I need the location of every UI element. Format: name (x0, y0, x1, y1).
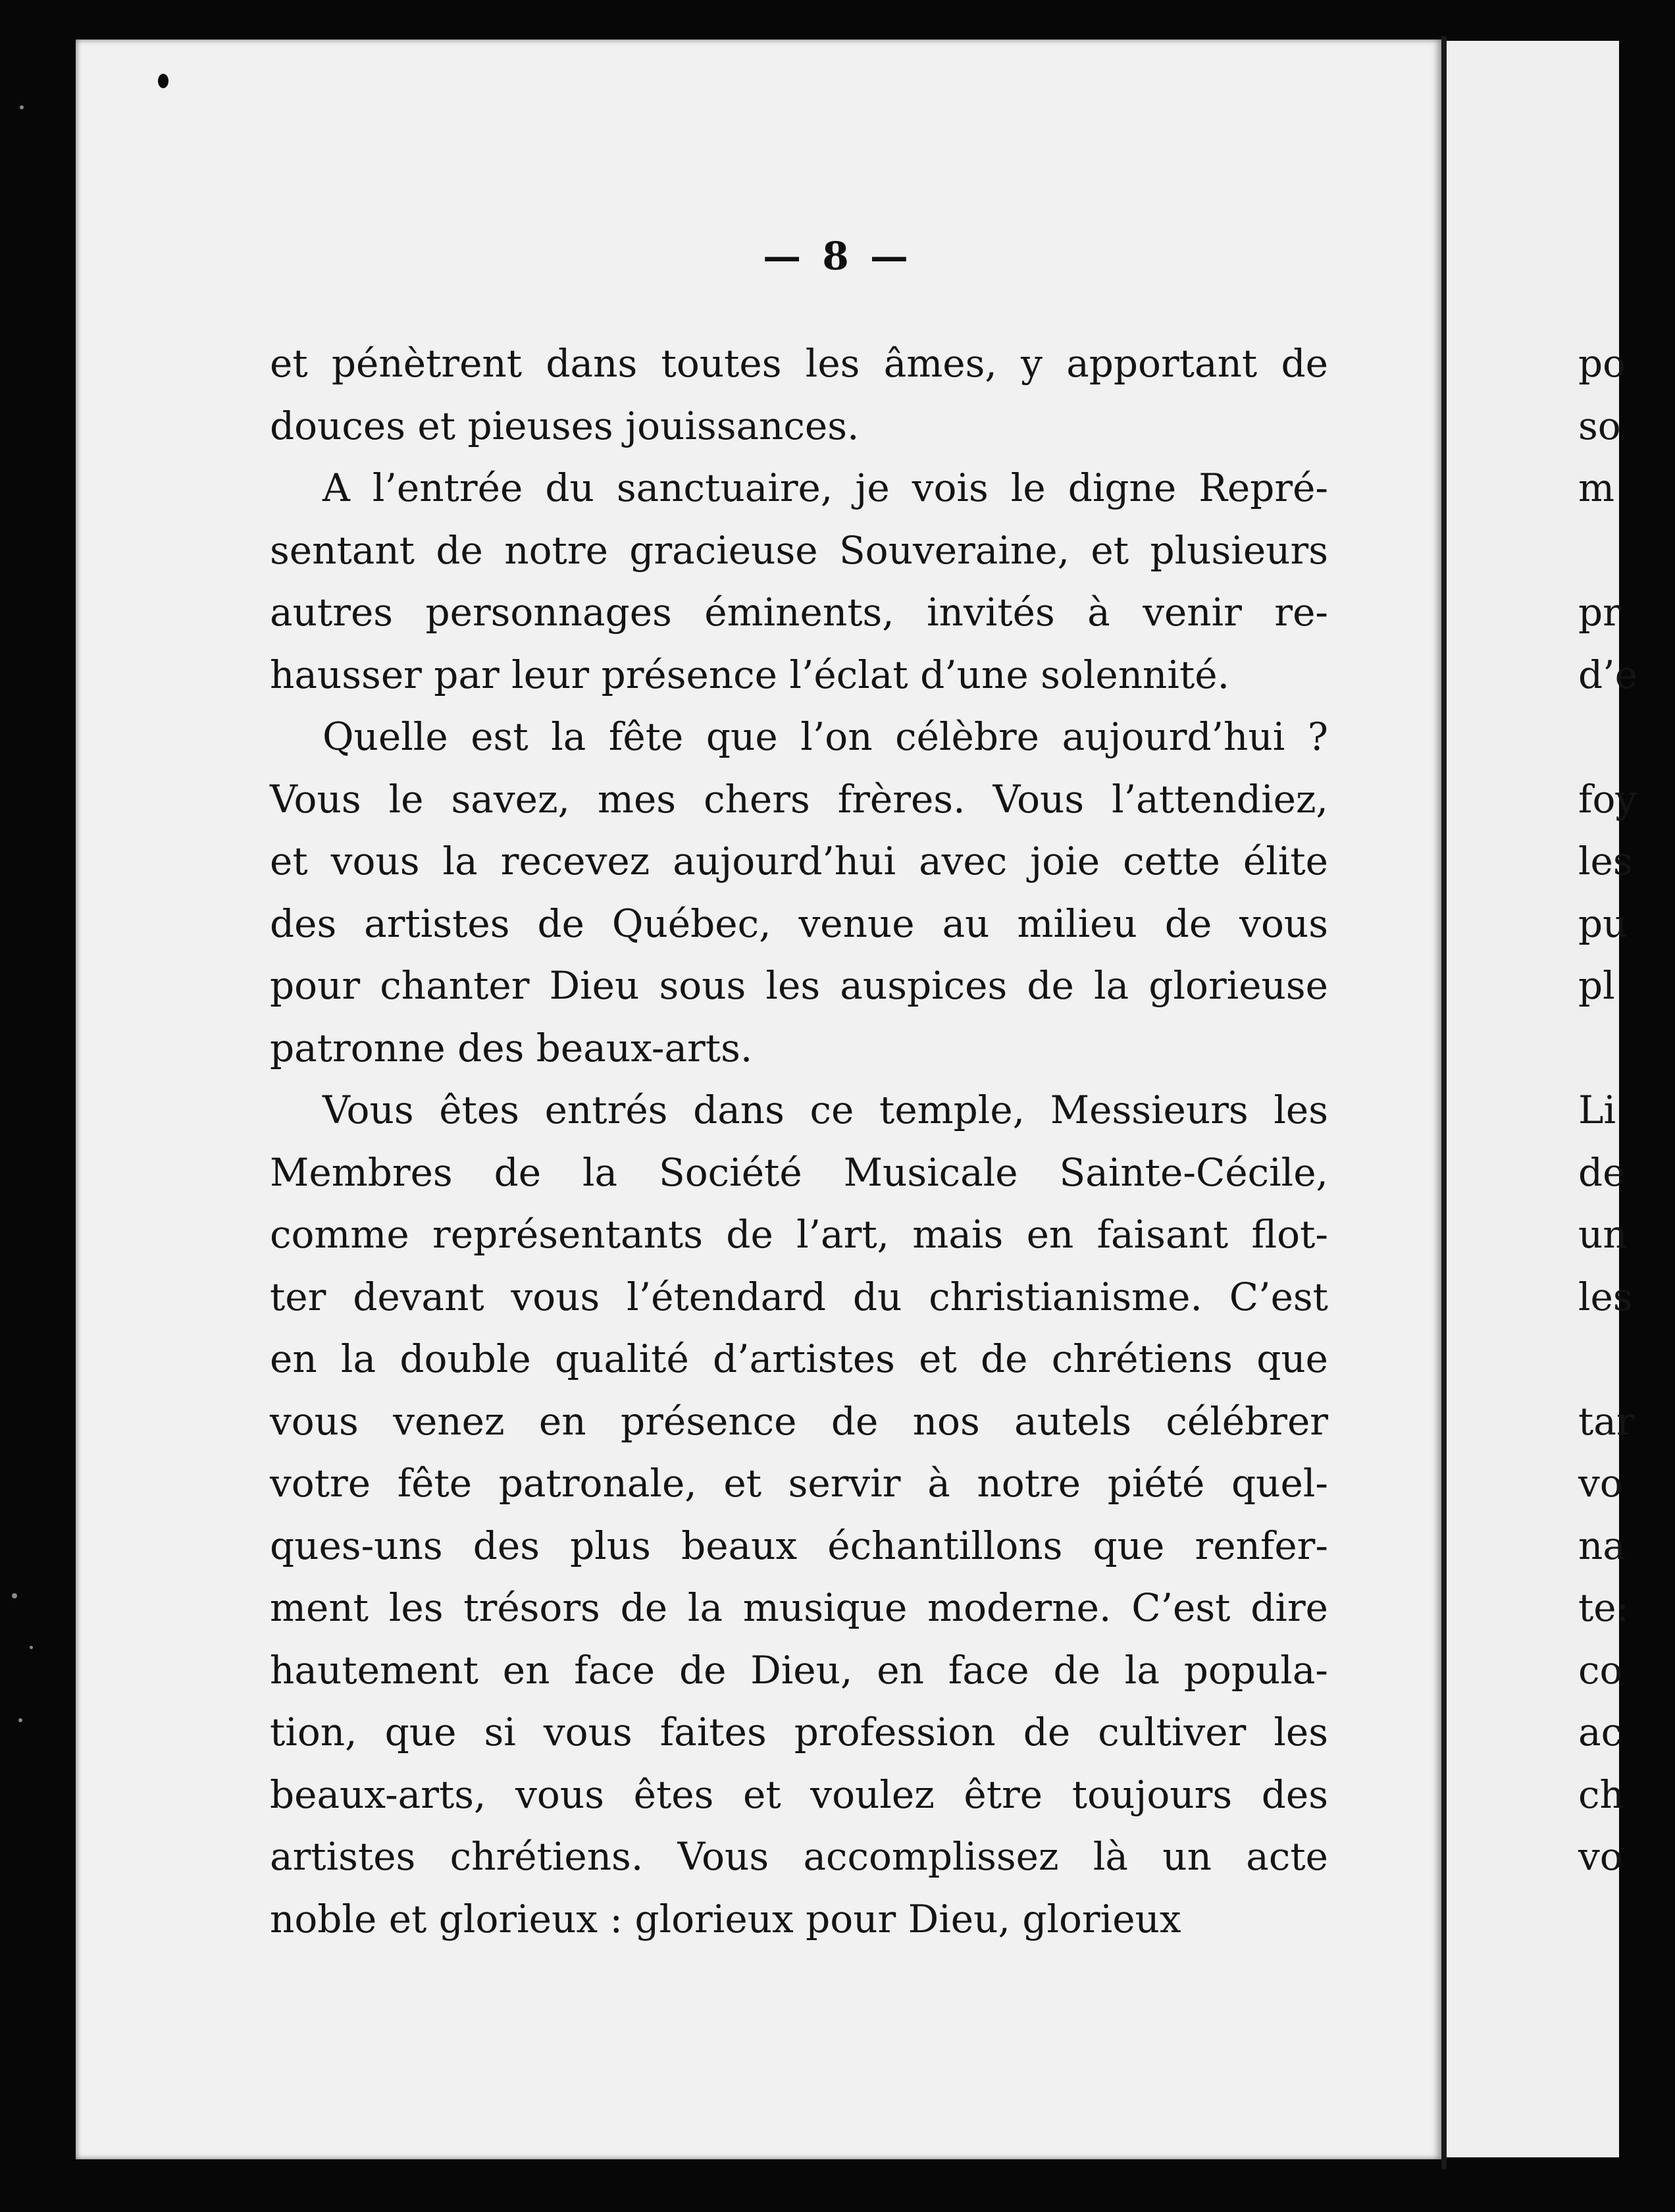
fragment-line: pl (1578, 963, 1615, 1008)
text-line: des artistes de Québec, venue au milieu de vous (270, 901, 1328, 946)
fragment-line (1578, 1328, 1619, 1390)
fragment-line: pu (1578, 901, 1628, 946)
text-line: sentant de notre gracieuse Souveraine, et plusieurs (270, 527, 1328, 573)
text-line: et pénètrent dans toutes les âmes, y apportant de (270, 341, 1328, 386)
paragraph (270, 1079, 1328, 1950)
fragment-line: pr (1578, 590, 1621, 635)
text-line: ment les trésors de la musique moderne. C’est dire (270, 1585, 1328, 1630)
text-line: tion, que si vous faites profession de cultiver les (270, 1710, 1328, 1754)
fragment-line: so (1578, 403, 1621, 448)
facing-page-text-fragments (1578, 332, 1637, 1888)
scan-speck (18, 1718, 22, 1722)
text-line: artistes chrétiens. Vous accomplissez là un acte (270, 1834, 1328, 1879)
fragment-line: co (1578, 1647, 1623, 1693)
fragment-line (1578, 706, 1619, 768)
fragment-line: les (1578, 839, 1633, 883)
fragment-line: te: (1578, 1585, 1630, 1630)
fragment-line: vo (1578, 1461, 1623, 1506)
fragment-line: vo (1578, 1834, 1623, 1879)
body-text (270, 332, 1328, 1950)
fragment-line: foy (1578, 776, 1637, 822)
ink-spot (158, 74, 168, 88)
fragment-line: po (1578, 341, 1626, 386)
text-line: pour chanter Dieu sous les auspices de la glorieuse (270, 963, 1328, 1008)
paragraph (270, 457, 1328, 706)
text-line: hausser par leur présence l’éclat d’une solennité. (270, 652, 1230, 697)
scan-speck (20, 105, 24, 109)
fragment-line: tar (1578, 1398, 1635, 1444)
text-line: beaux-arts, vous êtes et voulez être toujours des (270, 1772, 1328, 1817)
text-line: autres personnages éminents, invités à venir re- (270, 590, 1328, 635)
fragment-line: les (1578, 1274, 1633, 1319)
text-line: Quelle est la fête que l’on célèbre aujourd’hui ? (322, 714, 1328, 759)
text-line: vous venez en présence de nos autels célébrer (270, 1398, 1328, 1444)
fragment-line: de (1578, 1149, 1626, 1195)
paragraph (270, 332, 1328, 457)
text-line: douces et pieuses jouissances. (270, 403, 860, 448)
text-line: ter devant vous l’étendard du christianisme. C’est (270, 1274, 1328, 1319)
text-line: en la double qualité d’artistes et de chrétiens que (270, 1336, 1328, 1381)
fragment-line: na (1578, 1523, 1626, 1568)
fragment-line: ac (1578, 1710, 1623, 1754)
page-number: — 8 — (763, 234, 912, 278)
fragment-line: ch (1578, 1772, 1624, 1817)
fragment-line: d’e (1578, 652, 1637, 697)
text-line: comme représentants de l’art, mais en faisant flot- (270, 1212, 1328, 1257)
fragment-line (1578, 519, 1619, 582)
scan-speck (12, 1593, 17, 1598)
text-line: hautement en face de Dieu, en face de la popula- (270, 1647, 1328, 1693)
text-line: A l’entrée du sanctuaire, je vois le digne Repré- (322, 465, 1328, 510)
text-line: votre fête patronale, et servir à notre piété quel- (270, 1461, 1328, 1506)
fragment-line: un (1578, 1212, 1628, 1257)
paragraph (270, 706, 1328, 1079)
text-line: et vous la recevez aujourd’hui avec joie cette élite (270, 839, 1328, 883)
text-line: noble et glorieux : glorieux pour Dieu, glorieux (270, 1896, 1181, 1941)
text-line: patronne des beaux-arts. (270, 1025, 753, 1070)
text-line: ques-uns des plus beaux échantillons que renfer- (270, 1523, 1328, 1568)
page-fold (1441, 36, 1447, 2169)
fragment-line: Li (1578, 1088, 1616, 1132)
fragment-line (1578, 1017, 1619, 1080)
fragment-line: m (1578, 465, 1614, 510)
text-line: Vous êtes entrés dans ce temple, Messieurs les (322, 1088, 1328, 1132)
text-line: Vous le savez, mes chers frères. Vous l’attendiez, (270, 776, 1328, 822)
scan-speck (30, 1646, 33, 1649)
text-line: Membres de la Société Musicale Sainte-Cécile, (270, 1149, 1328, 1195)
